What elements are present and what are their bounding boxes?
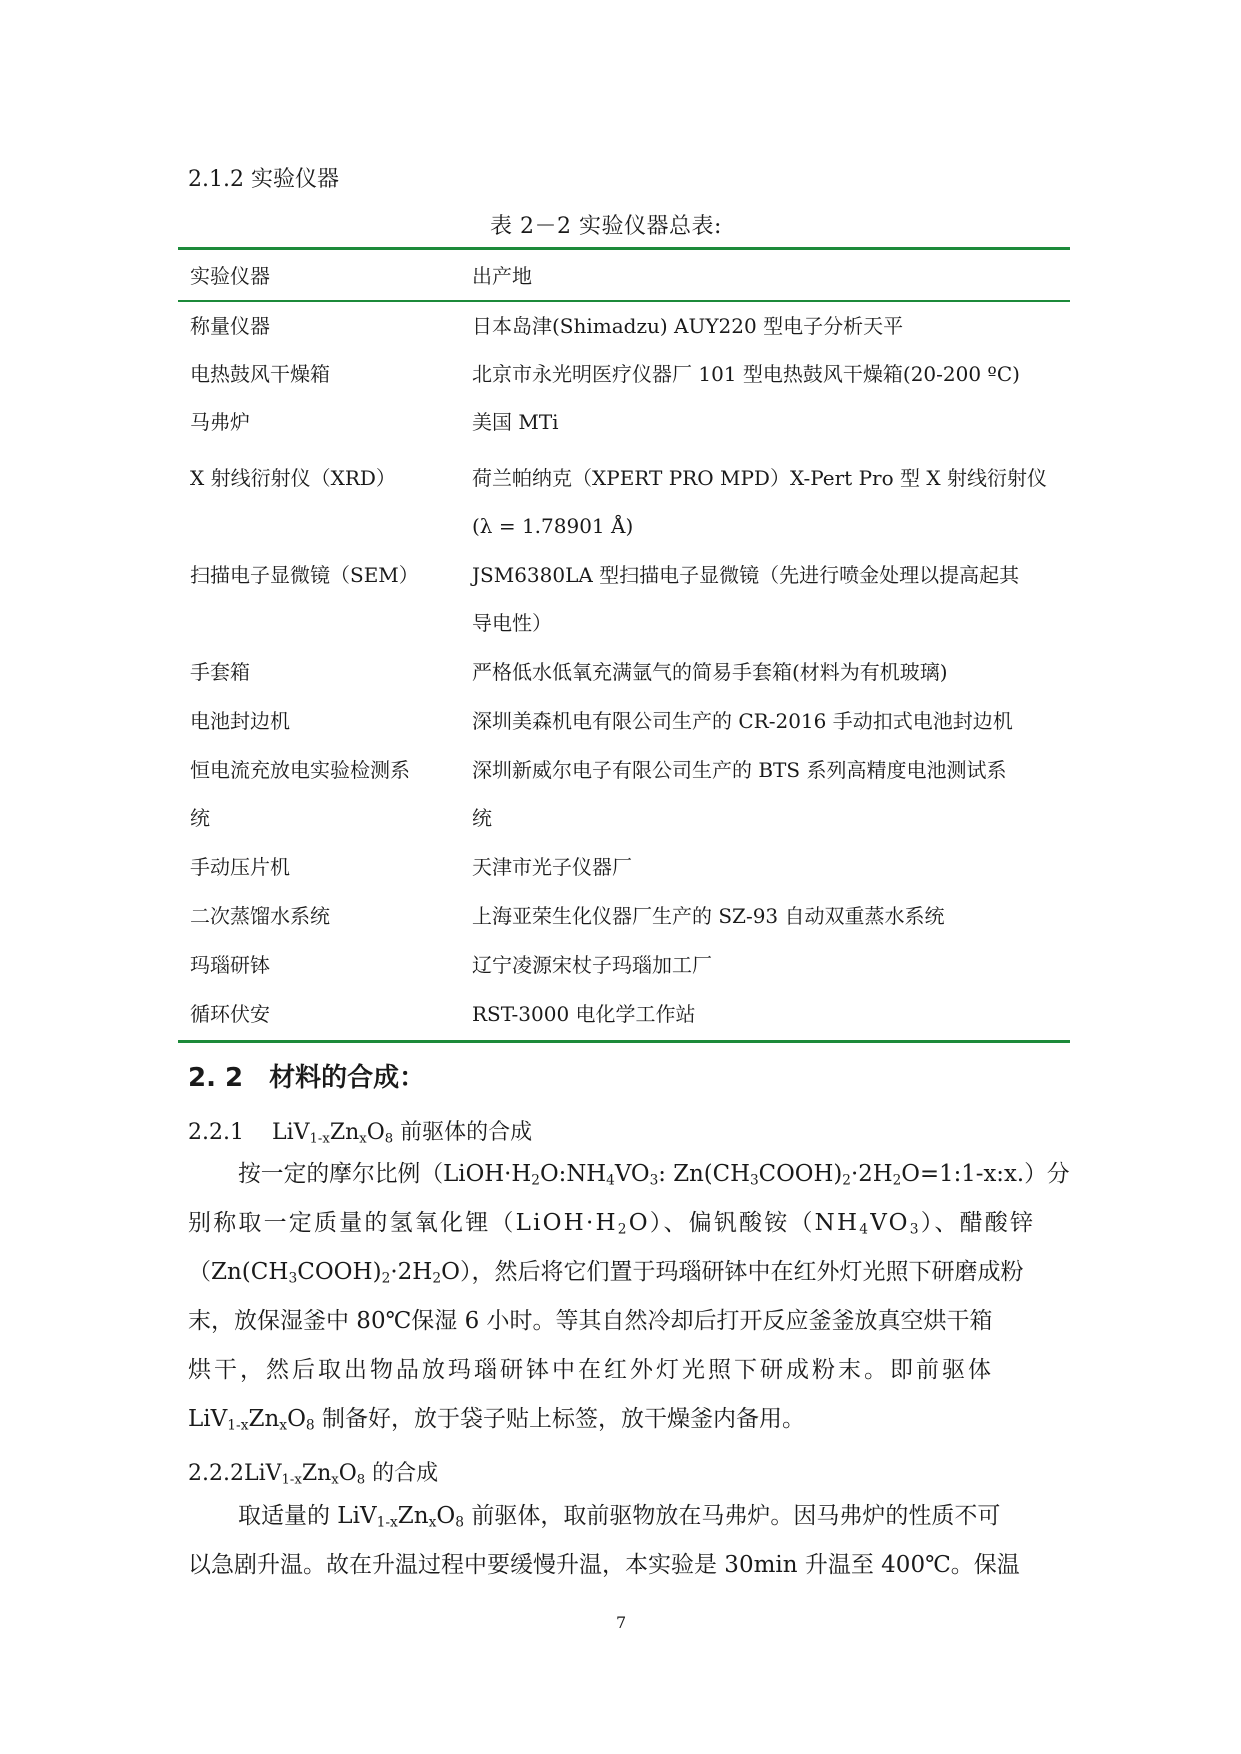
table-cell-name: 恒电流充放电实验检测系 [190,758,410,782]
section-heading-2-2-2: $2.2.2LiV_{1-x}Zn_xO_8$ 的合成 [188,1461,439,1488]
subscript: x [359,1131,367,1147]
formula-part: O [366,1120,385,1145]
table-top-rule [178,247,1070,250]
formula-part: LiV [271,1120,310,1145]
paragraph-line: 取适量的 $LiV_{1-x}Zn_xO_8$ 前驱体，取前驱物放在马弗炉。因马弗炉的性质不可 [238,1503,1001,1531]
table-cell-origin: 北京市永光明医疗仪器厂 101 型电热鼓风干燥箱(20-200 ºC) [472,362,1020,386]
table-cell-origin-cont: 导电性） [472,611,552,635]
table-cell-origin-cont: (λ = 1.78901 Å) [472,514,634,538]
heading-text: 前驱体的合成 [393,1120,533,1145]
table-cell-origin: 深圳美森机电有限公司生产的 CR-2016 手动扣式电池封边机 [472,709,1013,733]
section-heading-2-2-1 [188,1115,532,1146]
table-cell-origin: 严格低水低氧充满氩气的简易手套箱(材料为有机玻璃) [472,660,948,684]
section-heading-2-2 [188,1057,425,1094]
paragraph-line: 按一定的摩尔比例（$LiOH\cdot H_2O:NH_4VO_3$: $Zn(CH_3COOH)_2\cdot 2H_2O=1:1-x:x$.）分 [238,1161,1070,1189]
page-number: 7 [616,1613,627,1632]
formula-part: Zn [329,1120,360,1145]
paragraph-line: $(Zn(CH_3COOH)_2\cdot 2H_2O)$，然后将它们置于玛瑙研钵中在红外灯光照下研磨成粉 [188,1259,1024,1287]
table-cell-origin: 天津市光子仪器厂 [472,855,632,879]
table-cell-name: X 射线衍射仪（XRD） [190,466,396,490]
paragraph-line: $LiV_{1-x}Zn_xO_8$ 制备好，放于袋子贴上标签，放干燥釜内备用。 [188,1406,806,1434]
table-cell-origin: 美国 MTi [472,410,559,434]
section-number: 2.2.1 [188,1120,244,1145]
table-cell-origin: 深圳新威尔电子有限公司生产的 BTS 系列高精度电池测试系 [472,758,1007,782]
paragraph-line: 别称取一定质量的氢氧化锂$(LiOH\cdot H_2O)$、偏钒酸铵$(NH_4VO_3)$、醋酸锌 [188,1210,1036,1238]
paragraph-line: 烘干，然后取出物品放玛瑙研钵中在红外灯光照下研成粉末。即前驱体 [188,1357,994,1383]
table-cell-name: 手动压片机 [190,855,290,879]
section-title: 材料的合成： [269,1063,426,1093]
table-cell-name: 马弗炉 [190,410,250,434]
table-cell-origin: 辽宁凌源宋杖子玛瑙加工厂 [472,953,712,977]
table-cell-origin: JSM6380LA 型扫描电子显微镜（先进行喷金处理以提高起其 [472,563,1020,587]
section-number: 2. 2 [188,1063,244,1093]
table-cell-name: 扫描电子显微镜（SEM） [190,563,419,587]
table-header-instrument: 实验仪器 [190,264,270,288]
table-bottom-rule [178,1040,1070,1043]
subscript: 8 [384,1131,394,1147]
table-cell-origin: 荷兰帕纳克（XPERT PRO MPD）X-Pert Pro 型 X 射线衍射仪 [472,466,1047,490]
table-cell-name-cont: 统 [190,806,210,830]
table-cell-origin-cont: 统 [472,806,492,830]
paragraph-line: 以急剧升温。故在升温过程中要缓慢升温，本实验是 30min 升温至 400℃。保温 [188,1552,1020,1578]
table-cell-name: 循环伏安 [190,1002,270,1026]
table-cell-origin: 日本岛津(Shimadzu) AUY220 型电子分析天平 [472,314,904,338]
section-heading-2-1-2: 2.1.2 实验仪器 [188,167,339,192]
table-header-origin: 出产地 [472,264,532,288]
table-header-rule [178,300,1070,302]
table-cell-name: 电池封边机 [190,709,290,733]
paragraph-line: 末，放保湿釜中 80℃保湿 6 小时。等其自然冷却后打开反应釜釜放真空烘干箱 [188,1308,993,1334]
table-cell-name: 称量仪器 [190,314,270,338]
table-cell-origin: 上海亚荣生化仪器厂生产的 SZ-93 自动双重蒸水系统 [472,904,945,928]
table-cell-name: 玛瑙研钵 [190,953,270,977]
table-cell-name: 二次蒸馏水系统 [190,904,330,928]
table-cell-origin: RST-3000 电化学工作站 [472,1002,696,1026]
table-cell-name: 电热鼓风干燥箱 [190,362,330,386]
table-caption: 表 2－2 实验仪器总表: [490,214,722,239]
table-cell-name: 手套箱 [190,660,250,684]
subscript: 1-x [309,1131,330,1147]
